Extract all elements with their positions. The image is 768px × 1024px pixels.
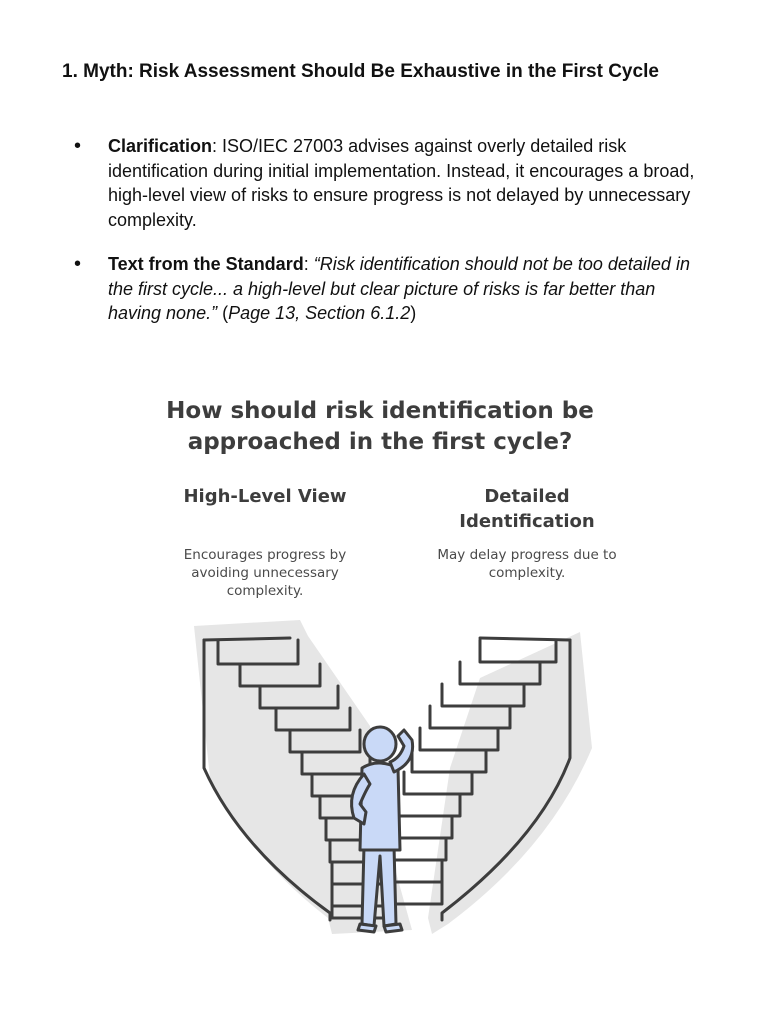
high-level-view-description: Encourages progress by avoiding unnecessary complexity.: [183, 547, 347, 599]
section-heading: 1. Myth: Risk Assessment Should Be Exhaustive in the First Cycle: [62, 61, 659, 82]
standard-reference: Page 13, Section 6.1.2: [228, 303, 411, 323]
bullet-separator: :: [303, 254, 314, 274]
infographic-title: How should risk identification be approached in the first cycle?: [166, 398, 594, 455]
shadow-shape: [428, 632, 592, 934]
high-level-view-heading: High-Level View: [183, 486, 347, 507]
bullet-list: [62, 134, 702, 346]
infographic: [120, 390, 650, 950]
staircase-illustration: [180, 618, 600, 938]
bullet-label: Text from the Standard: [108, 254, 304, 274]
detailed-identification-description: May delay progress due to complexity.: [437, 547, 617, 581]
bullet-label: Clarification: [108, 136, 213, 156]
detailed-identification-heading: Detailed Identification: [459, 486, 595, 532]
bullet-dot-icon: •: [74, 135, 82, 157]
bullet-text: : ISO/IEC 27003 advises against overly detailed risk identification during initial implementation. Instead, it encourages a broad, high-level view of risks to ensure progress is not delayed by unnecessary complexity.: [108, 136, 695, 230]
reference-close: ): [410, 303, 417, 323]
bullet-clarification: [62, 134, 702, 232]
reference-open: (: [217, 303, 229, 323]
bullet-dot-icon: •: [74, 253, 82, 275]
bullet-standard-text: [62, 252, 702, 326]
standard-quote: “Risk identification should not be too detailed in the first cycle... a high-level but clear picture of risks is far better than having none.”: [108, 254, 690, 323]
